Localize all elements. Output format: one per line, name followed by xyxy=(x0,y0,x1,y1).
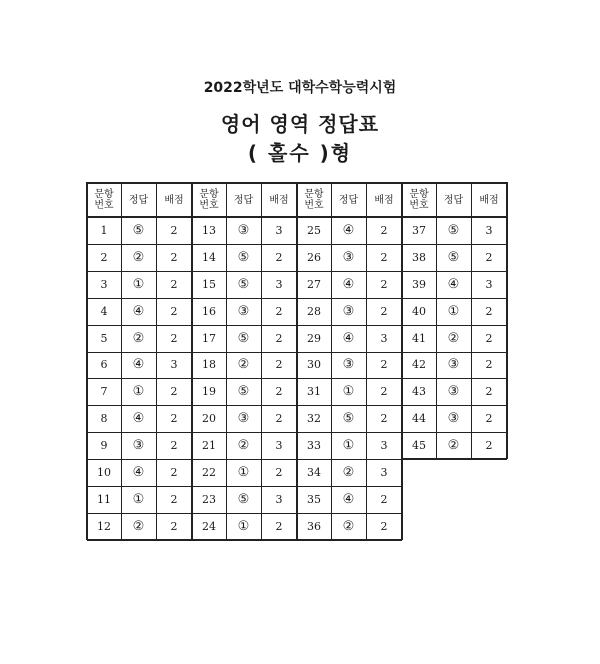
table-rule xyxy=(402,325,507,326)
question-number: 29 xyxy=(307,331,321,345)
question-number: 9 xyxy=(100,439,108,453)
question-number: 10 xyxy=(97,466,111,480)
table-rule xyxy=(86,182,88,540)
score-value: 2 xyxy=(485,385,493,399)
table-rule xyxy=(192,325,297,326)
header-answer: 정답 xyxy=(338,194,359,206)
score-value: 3 xyxy=(380,439,388,453)
answer-value: ① xyxy=(132,384,145,400)
table-rule xyxy=(297,271,402,272)
answer-value: ④ xyxy=(132,465,145,481)
table-rule xyxy=(402,271,507,272)
score-value: 2 xyxy=(485,412,493,426)
answer-value: ② xyxy=(447,438,460,454)
question-number: 28 xyxy=(307,304,321,318)
table-rule xyxy=(297,405,402,406)
answer-value: ① xyxy=(132,276,145,292)
score-value: 3 xyxy=(485,223,493,237)
exam-title: 2022학년도 대학수학능력시험 xyxy=(203,80,397,96)
table-rule xyxy=(402,244,507,245)
question-number: 42 xyxy=(412,358,426,372)
table-rule xyxy=(402,352,507,353)
question-number: 6 xyxy=(100,358,108,372)
score-value: 2 xyxy=(170,223,178,237)
score-value: 2 xyxy=(170,250,178,264)
score-value: 2 xyxy=(485,250,493,264)
answer-value: ④ xyxy=(342,222,355,238)
score-value: 2 xyxy=(485,331,493,345)
score-value: 2 xyxy=(170,277,178,291)
question-number: 40 xyxy=(412,304,426,318)
question-number: 19 xyxy=(202,385,216,399)
type-paren-open: ( xyxy=(247,141,260,165)
table-rule xyxy=(87,216,192,218)
table-rule xyxy=(297,182,402,184)
answer-value: ④ xyxy=(342,330,355,346)
answer-value: ⑤ xyxy=(237,330,250,346)
answer-value: ④ xyxy=(447,276,460,292)
score-value: 3 xyxy=(275,439,283,453)
score-value: 2 xyxy=(380,250,388,264)
question-number: 25 xyxy=(307,223,321,237)
question-number: 26 xyxy=(307,250,321,264)
score-value: 2 xyxy=(170,492,178,506)
header-score: 배점 xyxy=(374,194,394,206)
question-number: 14 xyxy=(202,250,216,264)
table-rule xyxy=(297,325,402,326)
question-number: 22 xyxy=(202,466,216,480)
score-value: 2 xyxy=(275,304,283,318)
answer-value: ② xyxy=(132,330,145,346)
table-rule xyxy=(402,432,507,433)
score-value: 2 xyxy=(275,358,283,372)
score-value: 2 xyxy=(380,492,388,506)
question-number: 44 xyxy=(412,412,426,426)
header-number: 문항 번호 xyxy=(409,189,429,211)
table-rule xyxy=(331,182,332,540)
table-rule xyxy=(87,325,192,326)
answer-value: ⑤ xyxy=(237,276,250,292)
table-rule xyxy=(226,182,227,540)
score-value: 2 xyxy=(275,385,283,399)
answer-value: ① xyxy=(447,303,460,319)
answer-value: ③ xyxy=(342,357,355,373)
score-value: 3 xyxy=(380,331,388,345)
answer-value: ⑤ xyxy=(132,222,145,238)
score-value: 2 xyxy=(380,412,388,426)
score-value: 2 xyxy=(170,412,178,426)
score-value: 2 xyxy=(170,304,178,318)
score-value: 3 xyxy=(170,358,178,372)
table-rule xyxy=(192,459,297,460)
header-score: 배점 xyxy=(269,194,289,206)
table-rule xyxy=(87,271,192,272)
answer-value: ④ xyxy=(342,491,355,507)
question-number: 43 xyxy=(412,385,426,399)
table-rule xyxy=(192,378,297,379)
table-rule xyxy=(297,378,402,379)
table-rule xyxy=(297,352,402,353)
table-rule xyxy=(297,513,402,514)
table-rule xyxy=(297,459,402,460)
table-rule xyxy=(506,182,508,459)
table-rule xyxy=(87,405,192,406)
table-rule xyxy=(192,432,297,433)
score-value: 2 xyxy=(380,358,388,372)
answer-value: ③ xyxy=(342,249,355,265)
exam-type-title xyxy=(0,137,600,166)
score-value: 2 xyxy=(380,519,388,533)
table-rule xyxy=(402,216,507,218)
answer-value: ② xyxy=(237,357,250,373)
question-number: 4 xyxy=(100,304,108,318)
header-answer: 정답 xyxy=(233,194,254,206)
score-value: 2 xyxy=(275,250,283,264)
question-number: 16 xyxy=(202,304,216,318)
answer-key-title: 영어 영역 정답표 xyxy=(220,112,380,136)
score-value: 2 xyxy=(380,223,388,237)
score-value: 2 xyxy=(170,439,178,453)
answer-value: ① xyxy=(237,518,250,534)
table-rule xyxy=(121,182,122,540)
question-number: 8 xyxy=(100,412,108,426)
table-rule xyxy=(87,459,192,460)
header-number: 문항 번호 xyxy=(94,189,114,211)
table-rule xyxy=(401,182,403,459)
question-number: 35 xyxy=(307,492,321,506)
score-value: 2 xyxy=(485,358,493,372)
table-rule xyxy=(297,216,402,218)
score-value: 2 xyxy=(380,304,388,318)
table-rule xyxy=(402,405,507,406)
question-number: 13 xyxy=(202,223,216,237)
table-rule xyxy=(192,539,297,541)
table-rule xyxy=(297,486,402,487)
table-rule xyxy=(192,216,297,218)
table-rule xyxy=(297,244,402,245)
table-rule xyxy=(87,244,192,245)
score-value: 2 xyxy=(275,466,283,480)
question-number: 24 xyxy=(202,519,216,533)
table-rule xyxy=(297,539,402,541)
score-value: 2 xyxy=(170,466,178,480)
answer-value: ② xyxy=(132,518,145,534)
question-number: 45 xyxy=(412,439,426,453)
table-rule xyxy=(192,244,297,245)
answer-value: ③ xyxy=(447,384,460,400)
question-number: 15 xyxy=(202,277,216,291)
score-value: 2 xyxy=(485,439,493,453)
question-number: 36 xyxy=(307,519,321,533)
question-number: 7 xyxy=(100,385,108,399)
answer-value: ② xyxy=(447,330,460,346)
question-number: 21 xyxy=(202,439,216,453)
table-rule xyxy=(366,182,367,540)
header-number: 문항 번호 xyxy=(199,189,219,211)
table-rule xyxy=(402,182,507,184)
score-value: 2 xyxy=(380,385,388,399)
answer-value: ⑤ xyxy=(447,249,460,265)
answer-value: ③ xyxy=(237,303,250,319)
table-rule xyxy=(192,298,297,299)
answer-value: ⑤ xyxy=(237,491,250,507)
answer-value: ⑤ xyxy=(237,384,250,400)
question-number: 32 xyxy=(307,412,321,426)
answer-value: ④ xyxy=(132,357,145,373)
answer-value: ⑤ xyxy=(342,411,355,427)
table-rule xyxy=(297,298,402,299)
question-number: 11 xyxy=(97,492,111,506)
answer-value: ③ xyxy=(237,411,250,427)
table-rule xyxy=(191,182,193,540)
table-rule xyxy=(471,182,472,459)
table-rule xyxy=(192,271,297,272)
table-rule xyxy=(87,378,192,379)
table-rule xyxy=(192,182,297,184)
table-rule xyxy=(192,513,297,514)
answer-value: ② xyxy=(237,438,250,454)
table-rule xyxy=(261,182,262,540)
score-value: 2 xyxy=(275,519,283,533)
table-rule xyxy=(402,458,507,460)
answer-value: ① xyxy=(237,465,250,481)
table-rule xyxy=(192,486,297,487)
question-number: 30 xyxy=(307,358,321,372)
score-value: 2 xyxy=(275,331,283,345)
answer-value: ③ xyxy=(132,438,145,454)
table-rule xyxy=(87,432,192,433)
header-score: 배점 xyxy=(479,194,499,206)
score-value: 2 xyxy=(170,385,178,399)
answer-value: ④ xyxy=(132,303,145,319)
table-rule xyxy=(192,405,297,406)
question-number: 33 xyxy=(307,439,321,453)
table-rule xyxy=(436,182,437,459)
table-rule xyxy=(296,182,298,540)
header-number: 문항 번호 xyxy=(304,189,324,211)
table-rule xyxy=(87,513,192,514)
answer-value: ④ xyxy=(342,276,355,292)
header-score: 배점 xyxy=(164,194,184,206)
header-answer: 정답 xyxy=(443,194,464,206)
score-value: 3 xyxy=(275,277,283,291)
score-value: 2 xyxy=(170,519,178,533)
score-value: 2 xyxy=(485,304,493,318)
table-rule xyxy=(402,378,507,379)
table-rule xyxy=(297,432,402,433)
type-label: 홀수 xyxy=(268,141,311,165)
answer-value: ③ xyxy=(447,411,460,427)
score-value: 3 xyxy=(275,223,283,237)
table-rule xyxy=(87,182,192,184)
answer-value: ② xyxy=(342,518,355,534)
question-number: 31 xyxy=(307,385,321,399)
table-rule xyxy=(192,352,297,353)
question-number: 34 xyxy=(307,466,321,480)
answer-value: ⑤ xyxy=(447,222,460,238)
question-number: 3 xyxy=(100,277,108,291)
question-number: 37 xyxy=(412,223,426,237)
answer-value: ③ xyxy=(237,222,250,238)
answer-value: ① xyxy=(342,384,355,400)
question-number: 2 xyxy=(100,250,108,264)
table-rule xyxy=(87,352,192,353)
answer-value: ② xyxy=(342,465,355,481)
question-number: 12 xyxy=(97,519,111,533)
score-value: 2 xyxy=(380,277,388,291)
answer-value: ③ xyxy=(342,303,355,319)
table-rule xyxy=(402,298,507,299)
question-number: 27 xyxy=(307,277,321,291)
question-number: 5 xyxy=(100,331,108,345)
score-value: 3 xyxy=(275,492,283,506)
score-value: 3 xyxy=(380,466,388,480)
answer-value: ② xyxy=(132,249,145,265)
table-rule xyxy=(156,182,157,540)
answer-value: ③ xyxy=(447,357,460,373)
question-number: 20 xyxy=(202,412,216,426)
question-number: 39 xyxy=(412,277,426,291)
question-number: 23 xyxy=(202,492,216,506)
answer-value: ① xyxy=(342,438,355,454)
header-answer: 정답 xyxy=(128,194,149,206)
question-number: 17 xyxy=(202,331,216,345)
answer-value: ④ xyxy=(132,411,145,427)
answer-value: ① xyxy=(132,491,145,507)
question-number: 18 xyxy=(202,358,216,372)
table-rule xyxy=(87,539,192,541)
score-value: 2 xyxy=(170,331,178,345)
table-rule xyxy=(87,298,192,299)
question-number: 38 xyxy=(412,250,426,264)
table-rule xyxy=(87,486,192,487)
score-value: 3 xyxy=(485,277,493,291)
question-number: 1 xyxy=(100,223,108,237)
type-paren-close: )형 xyxy=(319,141,353,165)
question-number: 41 xyxy=(412,331,426,345)
score-value: 2 xyxy=(275,412,283,426)
answer-value: ⑤ xyxy=(237,249,250,265)
